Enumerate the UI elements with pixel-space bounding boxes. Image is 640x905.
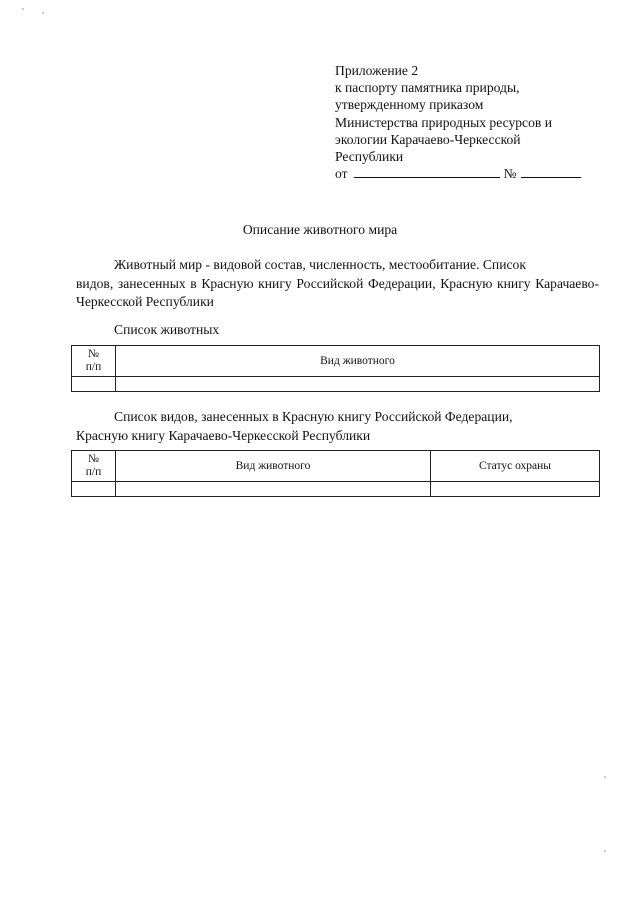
table-header-row	[72, 346, 600, 377]
intro-paragraph	[76, 256, 599, 312]
table-cell	[116, 377, 600, 392]
appendix-line: утвержденному приказом	[335, 97, 484, 113]
column-header-status: Статус охраны	[431, 451, 600, 482]
animals-table	[71, 345, 600, 392]
appendix-line: Республики	[335, 149, 404, 165]
appendix-line: Министерства природных ресурсов и	[335, 114, 552, 130]
red-book-rest: Красную книгу Карачаево-Черкесской Республики	[76, 427, 371, 443]
intro-rest: видов, занесенных в Красную книгу Российской Федерации, Красную книгу Карачаево-Черкесской Республики	[76, 275, 599, 309]
scan-speck	[604, 850, 606, 852]
ordinal-abbrev: п/п	[85, 466, 102, 478]
section-title: Описание животного мира	[242, 222, 398, 237]
red-book-table	[71, 450, 600, 497]
appendix-line: экологии Карачаево-Черкесской	[335, 131, 521, 147]
intro-first-line: Животный мир - видовой состав, численность, местообитание. Список	[114, 257, 526, 272]
scan-speck	[42, 12, 44, 14]
column-header-species: Вид животного	[116, 451, 431, 482]
appendix-header	[335, 62, 605, 182]
ordinal-abbrev: п/п	[85, 361, 102, 373]
table-row	[72, 482, 600, 497]
table-row	[72, 377, 600, 392]
scan-speck	[604, 776, 606, 778]
table-cell	[72, 482, 116, 497]
table-cell	[116, 482, 431, 497]
number-blank	[521, 165, 581, 178]
appendix-line: Приложение 2	[335, 63, 419, 78]
date-blank	[354, 165, 500, 178]
column-header-number	[72, 346, 116, 377]
appendix-line: к паспорту памятника природы,	[335, 80, 520, 96]
scan-speck	[22, 8, 24, 10]
number-sign: №	[88, 453, 99, 465]
column-header-number	[72, 451, 116, 482]
column-header-species: Вид животного	[116, 346, 600, 377]
from-label: от	[335, 166, 348, 182]
red-book-first-line: Список видов, занесенных в Красную книгу Российской Федерации,	[114, 409, 513, 424]
red-book-paragraph	[76, 408, 599, 445]
table-cell	[431, 482, 600, 497]
date-number-line	[335, 165, 605, 182]
table-cell	[72, 377, 116, 392]
number-label: №	[503, 166, 517, 182]
animals-list-heading: Список животных	[114, 322, 220, 337]
table-header-row	[72, 451, 600, 482]
number-sign: №	[88, 348, 99, 360]
